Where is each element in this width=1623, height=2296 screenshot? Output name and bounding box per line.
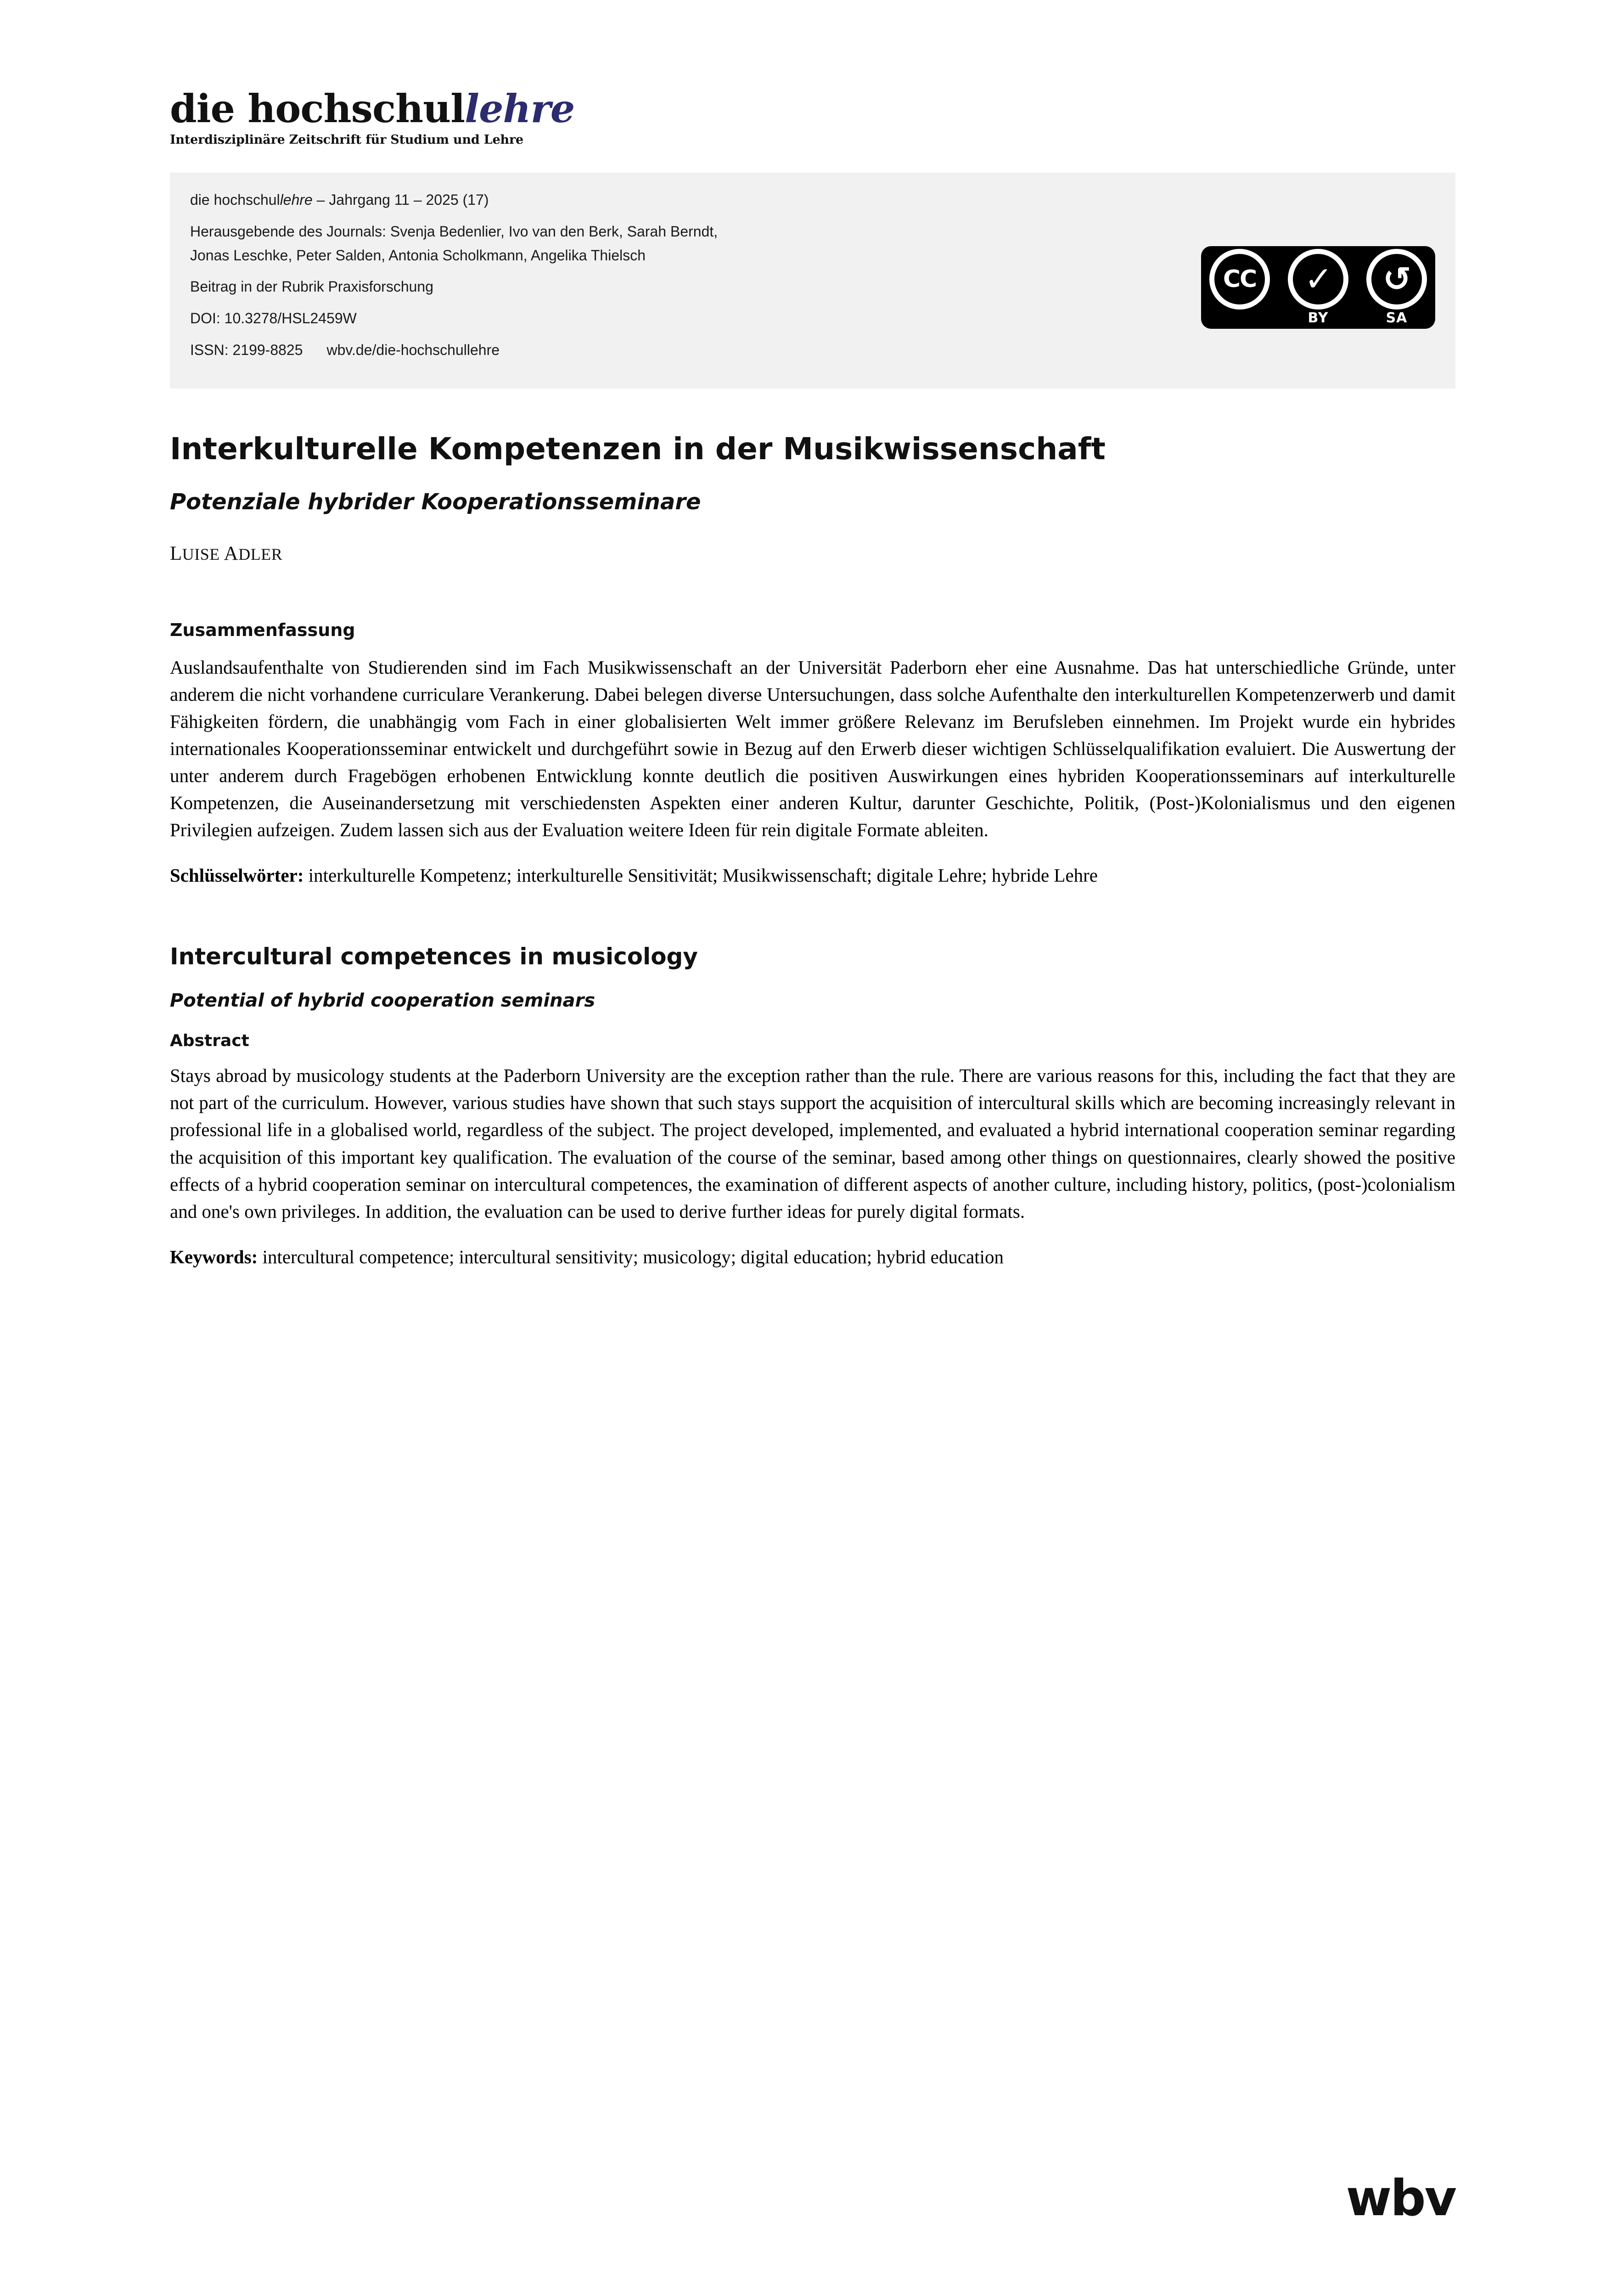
issn-line [190, 338, 1131, 362]
article-subtitle: Potenziale hybrider Kooperationsseminare [170, 489, 701, 515]
keywords-label-de: Schlüsselwörter: [170, 865, 304, 886]
cc-icon: CC [1209, 249, 1270, 310]
creative-commons-badge[interactable] [1201, 246, 1435, 329]
author-lastname-rest: DLER [238, 545, 283, 564]
keywords-value-de: interkulturelle Kompetenz; interkulturelle Sensitivität; Musikwissenschaft; digitale Lehre; hybride Lehre [303, 865, 1098, 886]
keywords-value-en: intercultural competence; intercultural sensitivity; musicology; digital education; hybrid education [258, 1246, 1004, 1267]
issue-rest: – Jahrgang 11 – 2025 (17) [312, 191, 489, 208]
editors-line-1: Herausgebende des Journals: Svenja Bedenlier, Ivo van den Berk, Sarah Berndt, [190, 223, 718, 240]
keywords-en [170, 1244, 1455, 1271]
rubric-line: Beitrag in der Rubrik Praxisforschung [190, 278, 434, 295]
author-firstname-initial: L [170, 543, 182, 565]
cc-by-label: BY [1308, 310, 1329, 326]
abstract-heading-de: Zusammenfassung [170, 620, 355, 641]
issue-italic: lehre [280, 191, 313, 208]
keywords-label-en: Keywords: [170, 1246, 258, 1267]
editors-line-2: Jonas Leschke, Peter Salden, Antonia Scholkmann, Angelika Thielsch [190, 247, 646, 264]
journal-metadata-lines [190, 188, 1131, 362]
issue-prefix: die hochschul [190, 191, 280, 208]
article-author [170, 542, 1455, 565]
abstract-text-en: Stays abroad by musicology students at the Paderborn University are the exception rather than the rule. There are various reasons for this, including the fact that they are not part of the curriculum. However, various studies have shown that such stays support the acquisition of intercultural skills which are becoming increasingly relevant in professional life in a globalised world, regardless of the subject. The project developed, implemented, and evaluated a hybrid international cooperation seminar regarding the acquisition of this important key qualification. The evaluation of the course of the seminar, based among other things on questionnaires, clearly showed the positive effects of a hybrid cooperation seminar on intercultural competences, the examination of different aspects of another culture, including history, politics, (post-)colonialism and one's own privileges. In addition, the evaluation can be used to derive further ideas for purely digital formats. [170, 1065, 1455, 1222]
abstract-heading-en: Abstract [170, 1031, 249, 1051]
person-icon: ✓ [1288, 249, 1348, 310]
cc-sa-item [1366, 246, 1427, 329]
article-subtitle-en: Potential of hybrid cooperation seminars [170, 990, 595, 1012]
author-lastname-initial: A [224, 543, 239, 565]
publisher-logo: wbv [1346, 2170, 1455, 2227]
issue-line [190, 188, 1131, 212]
journal-masthead [170, 86, 1455, 147]
abstract-text-de: Auslandsaufenthalte von Studierenden sind im Fach Musikwissenschaft an der Universität Paderborn eher eine Ausnahme. Das hat unterschiedliche Gründe, unter anderem die nicht vorhandene curriculare Verankerung. Dabei belegen diverse Untersuchungen, dass solche Aufenthalte den interkulturellen Kompetenzerwerb und damit Fähigkeiten fördern, die unabhängig vom Fach in einer globalisierten Welt immer größere Relevanz im Berufsleben einnehmen. Im Projekt wurde ein hybrides internationales Kooperationsseminar entwickelt und durchgeführt sowie in Bezug auf den Erwerb dieser wichtigen Schlüsselqualifikation evaluiert. Die Auswertung der unter anderem durch Fragebögen erhobenen Entwicklung konnte deutlich die positiven Auswirkungen eines hybriden Kooperationsseminars auf interkulturelle Kompetenzen, die Auseinandersetzung mit verschiedensten Aspekten einer anderen Kultur, darunter Geschichte, Politik, (Post-)Kolonialismus und den eigenen Privilegien aufzeigen. Zudem lassen sich aus der Evaluation weitere Ideen für rein digitale Formate ableiten. [170, 657, 1455, 841]
journal-url[interactable]: wbv.de/die-hochschullehre [326, 342, 500, 359]
share-alike-icon: ↺ [1366, 249, 1427, 310]
article-title-en: Intercultural competences in musicology [170, 943, 698, 970]
journal-tagline: Interdisziplinäre Zeitschrift für Studium und Lehre [170, 133, 523, 147]
article-title: Interkulturelle Kompetenzen in der Musikwissenschaft [170, 431, 1106, 467]
issn-value: ISSN: 2199-8825 [190, 342, 303, 359]
doi-line: DOI: 10.3278/HSL2459W [190, 310, 357, 327]
page-content [170, 86, 1455, 1271]
cc-sa-label: SA [1386, 310, 1408, 326]
journal-metadata-box [170, 173, 1455, 388]
journal-logo-italic: lehre [465, 86, 575, 131]
keywords-de [170, 862, 1455, 889]
author-firstname-rest: UISE [182, 545, 220, 564]
cc-logo-item [1209, 246, 1270, 329]
journal-logo [170, 86, 1455, 131]
journal-logo-plain: die hochschul [170, 86, 465, 131]
cc-by-item [1288, 246, 1348, 329]
